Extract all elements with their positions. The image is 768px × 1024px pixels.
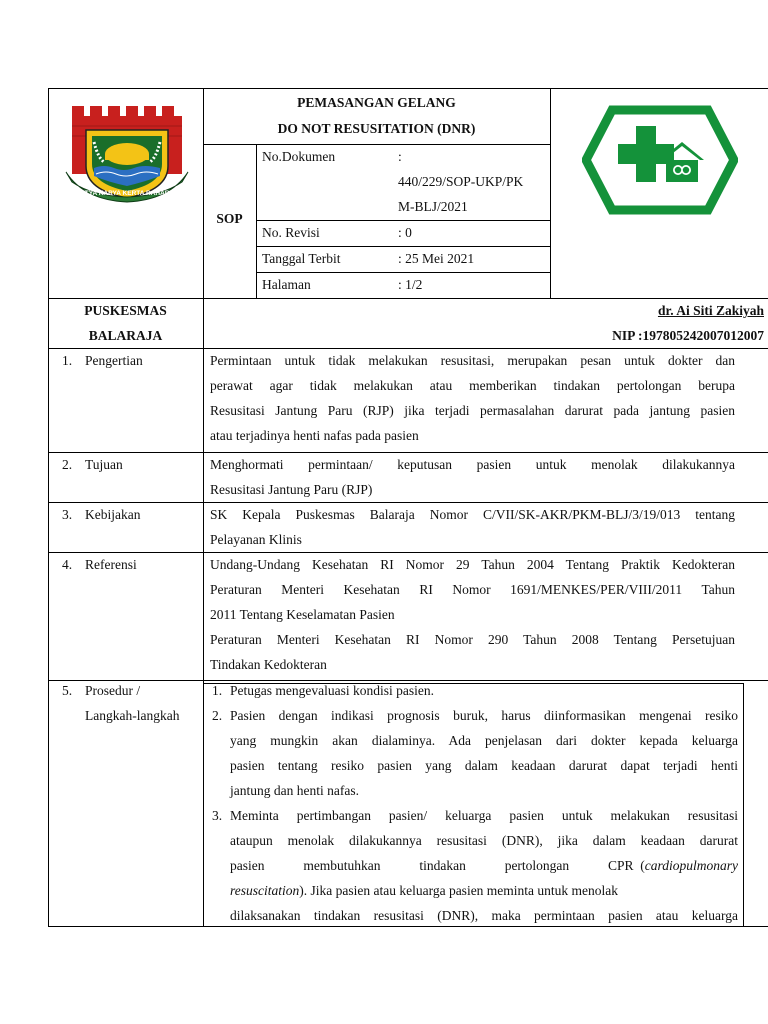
body-line: Menghormati permintaan/ keputusan pasien untuk menolak dilakukannya xyxy=(210,457,735,472)
step-text-mixed xyxy=(230,853,738,878)
step-number: 2. xyxy=(212,708,223,723)
signer-name: dr. Ai Siti Zakiyah xyxy=(657,303,764,318)
step-text: ). Jika pasien atau keluarga pasien meminta untuk menolak xyxy=(299,883,619,898)
word: pertolongan xyxy=(504,858,570,873)
section-number: 1. xyxy=(62,353,73,368)
step-text: ataupun menolak dilakukannya resusitasi (DNR), jika dalam keadaan darurat xyxy=(230,833,738,848)
step-text: Petugas mengevaluasi kondisi pasien. xyxy=(230,683,434,698)
issue-date-label: Tanggal Terbit xyxy=(262,251,341,266)
section-label-prosedur xyxy=(85,678,179,728)
word: tindakan xyxy=(419,858,466,873)
body-line: atau terjadinya henti nafas pada pasien xyxy=(210,428,419,443)
signer-block xyxy=(550,298,768,348)
section-label-pengertian: Pengertian xyxy=(85,353,143,368)
step-text: pasien tentang resiko pasien yang dalam keadaan darurat dapat terjadi henti xyxy=(230,758,738,773)
body-line: Pelayanan Klinis xyxy=(210,532,302,547)
procedure-steps xyxy=(208,678,738,928)
body-line: 2011 Tentang Keselamatan Pasien xyxy=(210,607,395,622)
procedure-step xyxy=(208,703,738,803)
body-line: Peraturan Menteri Kesehatan RI Nomor 1691/MENKES/PER/VIII/2011 Tahun xyxy=(210,582,735,597)
doc-number-label: No.Dokumen xyxy=(262,149,336,164)
org-line-1: PUSKESMAS xyxy=(84,303,167,318)
revision-label: No. Revisi xyxy=(262,225,320,240)
word: pasien xyxy=(230,858,265,873)
body-line: SK Kepala Puskesmas Balaraja Nomor C/VII/SK-AKR/PKM-BLJ/3/19/013 tentang xyxy=(210,507,735,522)
page-value: : 1/2 xyxy=(398,277,423,292)
italic-term: cardiopulmonary xyxy=(644,858,738,873)
section-number: 5. xyxy=(62,683,73,698)
doc-number-value xyxy=(398,144,523,219)
procedure-step xyxy=(208,803,738,928)
italic-term: resuscitation xyxy=(230,883,300,898)
page-label: Halaman xyxy=(262,277,311,292)
section-number: 4. xyxy=(62,557,73,572)
title-line-1: PEMASANGAN GELANG xyxy=(297,95,456,110)
title-line-2: DO NOT RESUSITATION (DNR) xyxy=(277,121,476,136)
body-line: Resusitasi Jantung Paru (RJP) jika terjadi permasalahan darurat pada jantung pasien xyxy=(210,403,735,418)
section-body-pengertian xyxy=(210,348,735,448)
document-title xyxy=(203,88,550,142)
section-label-kebijakan: Kebijakan xyxy=(85,507,141,522)
body-line: Undang-Undang Kesehatan RI Nomor 29 Tahun 2004 Tentang Praktik Kedokteran xyxy=(210,557,735,572)
section-label-tujuan: Tujuan xyxy=(85,457,123,472)
step-text: Pasien dengan indikasi prognosis buruk, harus diinformasikan mengenai resiko xyxy=(230,708,738,723)
section-body-referensi xyxy=(210,552,735,677)
body-line: perawat agar tidak melakukan atau memberikan tindakan pertolongan berupa xyxy=(210,378,735,393)
section-body-kebijakan xyxy=(210,502,735,552)
crest-motto-text: SATYA KARYA KERTA RAHARJA xyxy=(76,190,178,197)
body-line: Resusitasi Jantung Paru (RJP) xyxy=(210,482,373,497)
word: CPR (cardiopulmonary xyxy=(607,858,738,873)
signer-nip: NIP :197805242007012007 xyxy=(612,328,764,343)
puskesmas-logo xyxy=(582,104,738,216)
step-number: 3. xyxy=(212,808,223,823)
org-line-2: BALARAJA xyxy=(88,328,163,343)
body-line: Peraturan Menteri Kesehatan RI Nomor 290 Tahun 2008 Tentang Persetujuan xyxy=(210,632,735,647)
issue-date-value: : 25 Mei 2021 xyxy=(398,251,475,266)
doc-number-line-1: 440/229/SOP-UKP/PK xyxy=(398,174,524,189)
revision-value: : 0 xyxy=(398,225,412,240)
section-number: 3. xyxy=(62,507,73,522)
step-text: jantung dan henti nafas. xyxy=(230,783,359,798)
step-text: yang mungkin akan dialaminya. Ada penjelasan dari dokter kepada keluarga xyxy=(230,733,738,748)
regency-crest-logo xyxy=(64,102,190,206)
doc-number-line-2: M-BLJ/2021 xyxy=(398,199,468,214)
word: membutuhkan xyxy=(303,858,381,873)
step-text: Meminta pertimbangan pasien/ keluarga pasien untuk melakukan resusitasi xyxy=(230,808,738,823)
label-line: Prosedur / xyxy=(85,683,141,698)
step-number: 1. xyxy=(212,683,223,698)
procedure-step xyxy=(208,678,738,703)
organization-name xyxy=(48,298,203,348)
section-number: 2. xyxy=(62,457,73,472)
section-body-tujuan xyxy=(210,452,735,502)
sop-label: SOP xyxy=(216,211,243,226)
body-line: Tindakan Kedokteran xyxy=(210,657,327,672)
doc-number-colon: : xyxy=(398,149,402,164)
body-line: Permintaan untuk tidak melakukan resusitasi, merupakan pesan untuk dokter dan xyxy=(210,353,735,368)
section-label-referensi: Referensi xyxy=(85,557,137,572)
label-line: Langkah-langkah xyxy=(85,708,180,723)
step-text-mixed xyxy=(230,878,738,903)
step-text: dilaksanakan tindakan resusitasi (DNR), maka permintaan pasien atau keluarga xyxy=(230,908,738,923)
